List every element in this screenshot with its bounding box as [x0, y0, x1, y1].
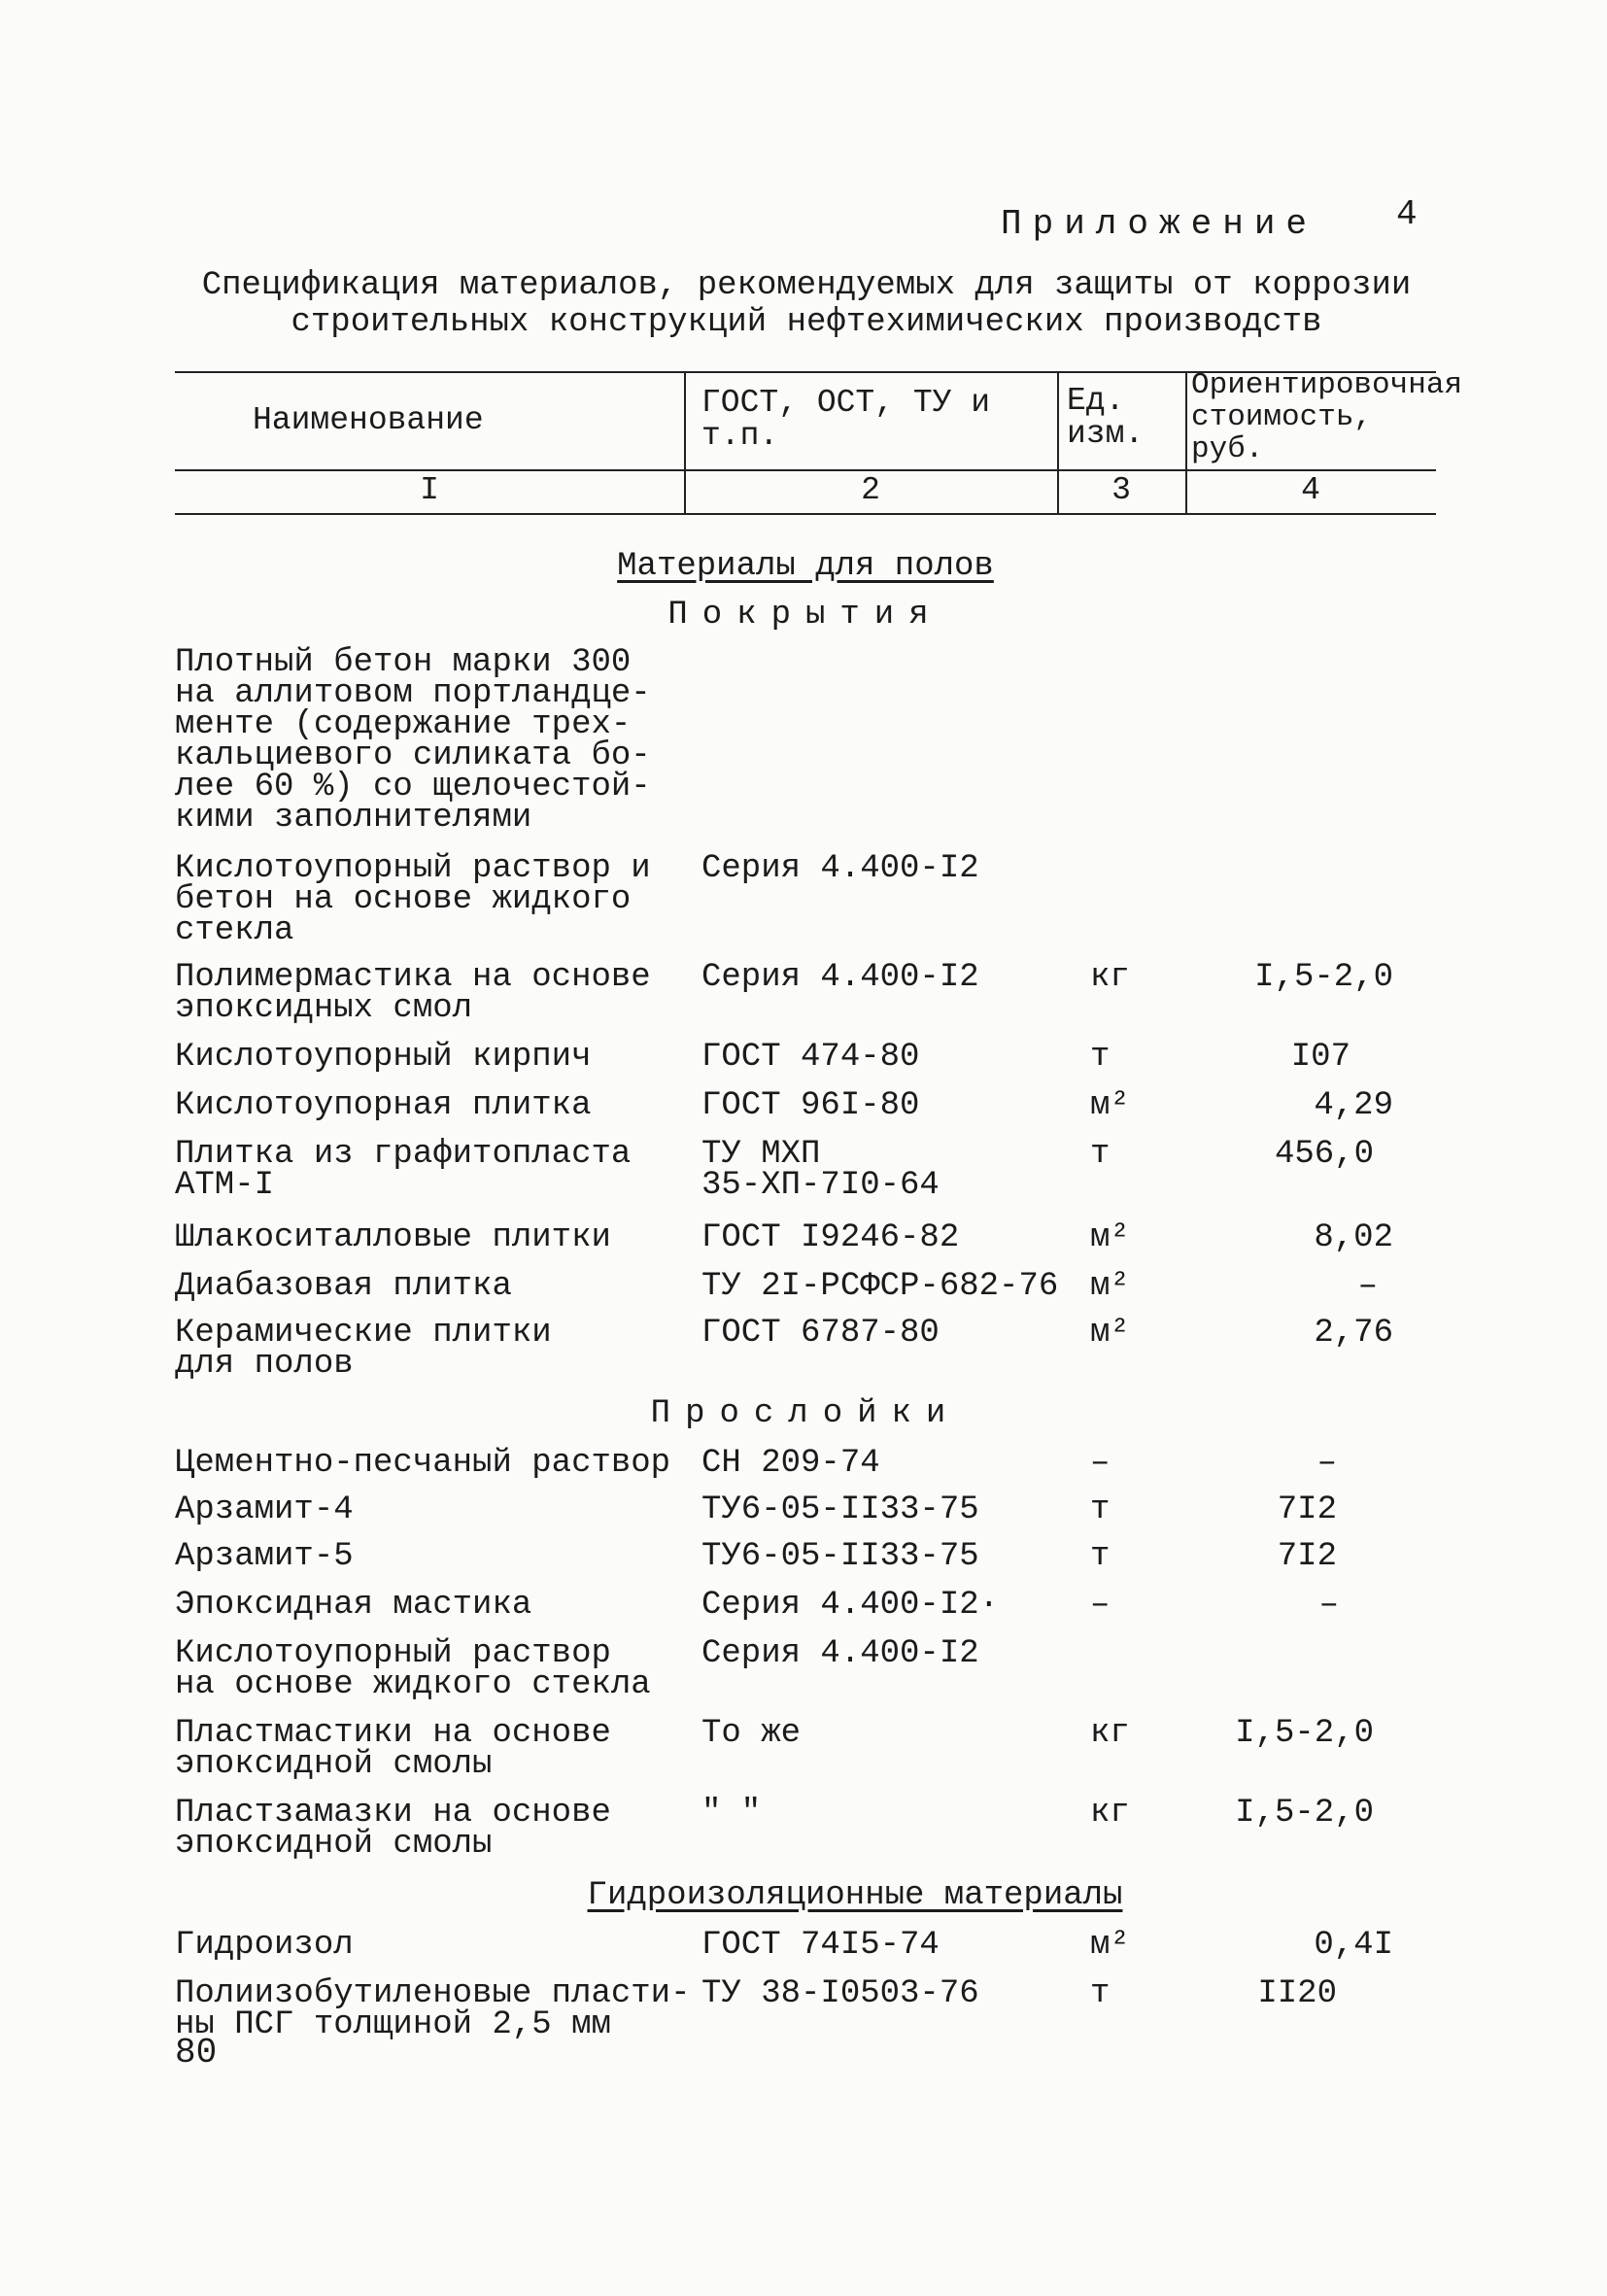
- row-standard: ТУ 38-I0503-76: [701, 1975, 979, 2012]
- column-number-1: I: [420, 472, 439, 508]
- row-unit: т: [1090, 1136, 1111, 1173]
- row-name: Керамические плитки для полов: [175, 1315, 552, 1383]
- row-standard: ГОСТ 474-80: [701, 1039, 920, 1076]
- header-name: Наименование: [253, 402, 484, 438]
- row-unit: кг: [1090, 1795, 1130, 1832]
- row-standard: ГОСТ 6787-80: [701, 1315, 940, 1352]
- row-cost: I07: [1290, 1039, 1351, 1076]
- row-name: Пластмастики на основе эпоксидной смолы: [175, 1715, 611, 1783]
- document-title-line-2: строительных конструкций нефтехимических производств: [291, 304, 1322, 341]
- row-standard: ТУ МХП 35-ХП-7I0-64: [701, 1136, 940, 1204]
- row-unit: кг: [1090, 1715, 1130, 1752]
- row-standard: Серия 4.400-I2: [701, 959, 979, 996]
- row-standard: ГОСТ I9246-82: [701, 1219, 960, 1256]
- row-unit: т: [1090, 1538, 1111, 1575]
- row-unit: т: [1090, 1491, 1111, 1528]
- row-cost: 0,4I: [1314, 1927, 1393, 1964]
- row-unit: –: [1090, 1587, 1111, 1624]
- row-unit: м²: [1090, 1927, 1130, 1964]
- row-name: Полимермастика на основе эпоксидных смол: [175, 959, 651, 1027]
- row-cost: 8,02: [1314, 1219, 1393, 1256]
- row-standard: То же: [701, 1715, 802, 1752]
- row-standard: ТУ 2I-РСФСР-682-76: [701, 1268, 1059, 1305]
- document-title-line-1: Спецификация материалов, рекомендуемых для защиты от коррозии: [201, 267, 1412, 304]
- row-cost: 2,76: [1314, 1315, 1393, 1352]
- appendix-label: Приложение: [1001, 204, 1318, 244]
- row-standard: Серия 4.400-I2: [701, 850, 979, 887]
- row-unit: т: [1090, 1975, 1111, 2012]
- header-cost: Ориентировочная стоимость, руб.: [1191, 368, 1463, 466]
- row-name: Полиизобутиленовые пласти- ны ПСГ толщиной 2,5 мм: [175, 1975, 691, 2043]
- page-number: 80: [175, 2033, 218, 2073]
- row-name: Плотный бетон марки 300 на аллитовом портландце- менте (содержание трех- кальциевого силиката бо- лее 60 %) со щелочестой- кими заполнителями: [175, 644, 651, 837]
- row-name: Гидроизол: [175, 1927, 354, 1964]
- row-standard: ГОСТ 96I-80: [701, 1087, 920, 1124]
- row-unit: –: [1090, 1445, 1111, 1482]
- row-unit: м²: [1090, 1087, 1130, 1124]
- row-cost: –: [1357, 1268, 1378, 1305]
- row-standard: " ": [701, 1795, 762, 1832]
- appendix-number: 4: [1396, 194, 1418, 234]
- row-cost: 4,29: [1314, 1087, 1393, 1124]
- row-name: Пластзамазки на основе эпоксидной смолы: [175, 1795, 611, 1863]
- header-unit: Ед. изм.: [1067, 383, 1145, 452]
- row-cost: 7I2: [1277, 1538, 1337, 1575]
- row-cost: –: [1318, 1587, 1339, 1624]
- row-unit: м²: [1090, 1315, 1130, 1352]
- row-cost: II20: [1257, 1975, 1337, 2012]
- column-number-3: 3: [1111, 472, 1131, 508]
- header-mid-rule: [175, 469, 1436, 471]
- column-number-2: 2: [861, 472, 880, 508]
- row-cost: I,5-2,0: [1235, 1795, 1374, 1832]
- row-name: Шлакоситалловые плитки: [175, 1219, 611, 1256]
- row-unit: м²: [1090, 1219, 1130, 1256]
- row-cost: 456,0: [1274, 1136, 1374, 1173]
- column-number-4: 4: [1301, 472, 1320, 508]
- row-standard: ГОСТ 74I5-74: [701, 1927, 940, 1964]
- row-name: Эпоксидная мастика: [175, 1587, 532, 1624]
- row-unit: м²: [1090, 1268, 1130, 1305]
- row-name: Арзамит-5: [175, 1538, 354, 1575]
- row-name: Кислотоупорный кирпич: [175, 1039, 592, 1076]
- row-standard: Серия 4.400-I2: [701, 1635, 979, 1672]
- row-standard: Серия 4.400-I2·: [701, 1587, 1000, 1624]
- row-name: Кислотоупорная плитка: [175, 1087, 592, 1124]
- row-cost: –: [1316, 1445, 1337, 1482]
- row-cost: I,5-2,0: [1254, 959, 1393, 996]
- row-cost: 7I2: [1277, 1491, 1337, 1528]
- row-name: Цементно-песчаный раствор: [175, 1445, 671, 1482]
- row-name: Плитка из графитопласта АТМ-I: [175, 1136, 632, 1204]
- section-waterproofing: Гидроизоляционные материалы: [587, 1877, 1123, 1914]
- row-name: Диабазовая плитка: [175, 1268, 512, 1305]
- section-coverings: Покрытия: [667, 597, 943, 634]
- row-name: Арзамит-4: [175, 1491, 354, 1528]
- row-standard: ТУ6-05-II33-75: [701, 1491, 979, 1528]
- row-standard: СН 209-74: [701, 1445, 880, 1482]
- row-standard: ТУ6-05-II33-75: [701, 1538, 979, 1575]
- row-name: Кислотоупорный раствор на основе жидкого стекла: [175, 1635, 651, 1703]
- header-standard: ГОСТ, ОСТ, ТУ и т.п.: [701, 385, 991, 454]
- row-unit: кг: [1090, 959, 1130, 996]
- row-name: Кислотоупорный раствор и бетон на основе жидкого стекла: [175, 850, 651, 949]
- header-bottom-rule: [175, 513, 1436, 515]
- row-unit: т: [1090, 1039, 1111, 1076]
- table-header: [175, 368, 1463, 515]
- row-cost: I,5-2,0: [1235, 1715, 1374, 1752]
- section-interlayers: Прослойки: [650, 1395, 961, 1432]
- section-floors: Материалы для полов: [617, 548, 994, 585]
